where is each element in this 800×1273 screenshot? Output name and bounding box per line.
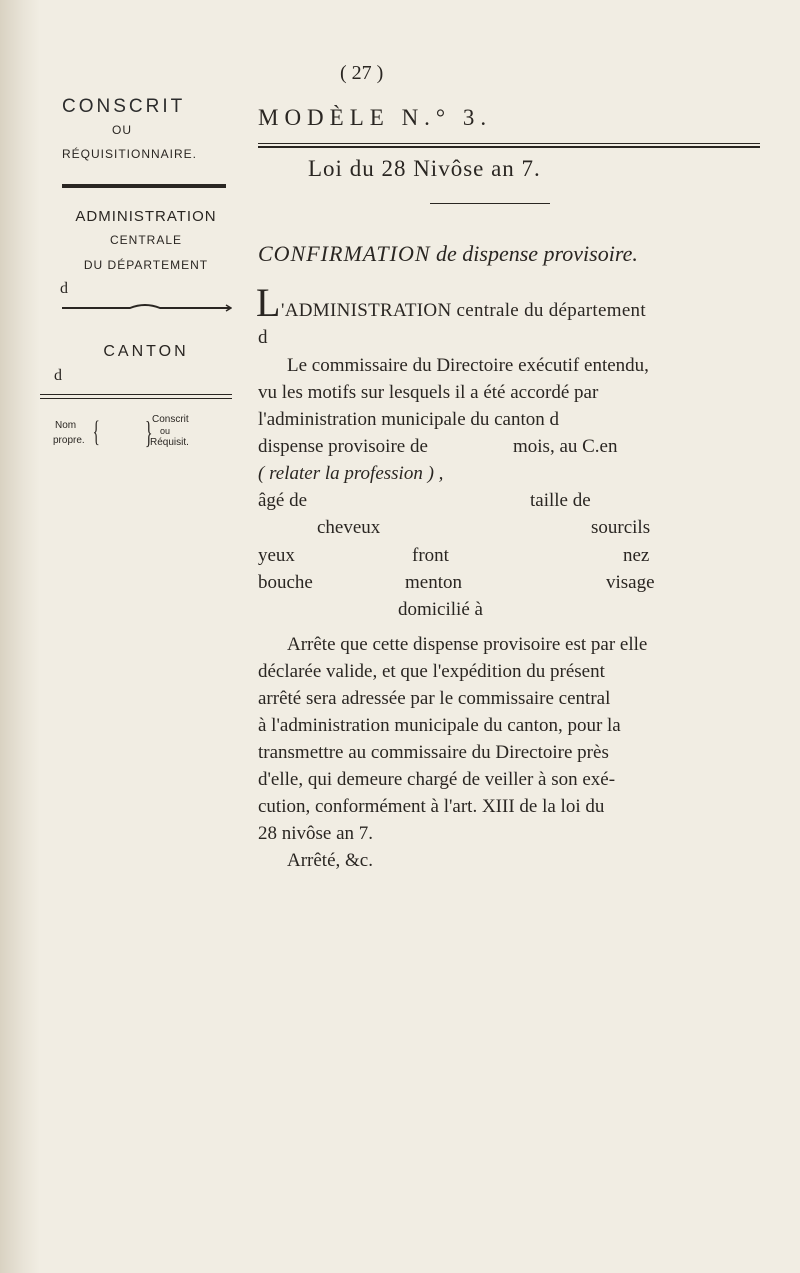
requisitionnaire-heading: RÉQUISITIONNAIRE. (62, 147, 198, 161)
admin-heading-line2: CENTRALE (109, 233, 182, 247)
conscript-heading: CONSCRIT (62, 96, 186, 117)
canton-blank: d (54, 367, 62, 384)
para2-line4: à l'administration municipale du canton, pour la (258, 715, 621, 736)
age-label: âgé de (258, 490, 308, 511)
admin-heading-line1: ADMINISTRATION (75, 208, 217, 225)
law-reference: Loi du 28 Nivôse an 7. (308, 156, 541, 181)
eyebrows-label: sourcils (591, 517, 651, 538)
page-edge-shadow (0, 0, 40, 1273)
domicile-label: domicilié à (398, 599, 483, 620)
profession-note: ( relater la profession ) , (258, 463, 444, 484)
header-short-rule (430, 203, 550, 204)
sidebar-double-rule-bottom (40, 398, 232, 399)
initial-letter: L (256, 280, 281, 325)
para1-line2: vu les motifs sur lesquels il a été accordé par (258, 382, 599, 403)
chin-label: menton (405, 572, 462, 593)
face-label: visage (606, 572, 655, 593)
mouth-label: bouche (258, 572, 313, 593)
intro-line: 'ADMINISTRATION centrale du département (281, 300, 646, 321)
para2-line2: déclarée valide, et que l'expédition du présent (258, 661, 605, 682)
para2-line6: d'elle, qui demeure chargé de veiller à son exé- (258, 769, 616, 790)
hair-label: cheveux (317, 517, 381, 538)
canton-heading: CANTON (103, 343, 189, 360)
para1-line4b: mois, au C.en (513, 436, 618, 457)
nom-label: Nom (55, 420, 77, 431)
propre-label: propre. (53, 435, 85, 446)
sidebar-thick-rule (62, 184, 226, 188)
forehead-label: front (412, 545, 449, 566)
header-rule-bottom (258, 146, 760, 148)
form-title-prefix: CONFIRMATION (258, 241, 431, 266)
para2-line5: transmettre au commissaire du Directoire près (258, 742, 609, 763)
header-rule-top (258, 143, 760, 144)
ornamental-divider (60, 300, 232, 314)
para2-line3: arrêté sera adressée par le commissaire central (258, 688, 611, 709)
form-title-suffix: de dispense provisoire. (436, 241, 638, 266)
para2-line7: cution, conformément à l'art. XIII de la loi du (258, 796, 605, 817)
sidebar-double-rule-top (40, 394, 232, 395)
page-number: ( 27 ) (340, 62, 384, 84)
para1-line1: Le commissaire du Directoire exécutif entendu, (287, 355, 649, 376)
height-label: taille de (530, 490, 591, 511)
status-brace: } (144, 414, 153, 450)
requisit-label: Réquisit. (150, 437, 189, 448)
form-title (258, 241, 638, 267)
admin-heading-line3: DU DÉPARTEMENT (83, 258, 209, 272)
nom-brace: { (92, 415, 100, 448)
model-title: MODÈLE N.° 3. (258, 105, 493, 130)
para1-line4a: dispense provisoire de (258, 436, 428, 457)
conscrit-label: Conscrit (152, 414, 189, 425)
ou-label: OU (112, 123, 132, 137)
para2-line8: 28 nivôse an 7. (258, 823, 374, 844)
intro-blank: d (258, 327, 268, 348)
para2-line1: Arrête que cette dispense provisoire est par elle (287, 634, 648, 655)
eyes-label: yeux (258, 545, 295, 566)
department-blank: d (60, 280, 68, 297)
para1-line3: l'administration municipale du canton d (258, 409, 560, 430)
nose-label: nez (623, 545, 650, 566)
closing-line: Arrêté, &c. (287, 850, 373, 871)
status-ou-label: ou (160, 426, 171, 436)
